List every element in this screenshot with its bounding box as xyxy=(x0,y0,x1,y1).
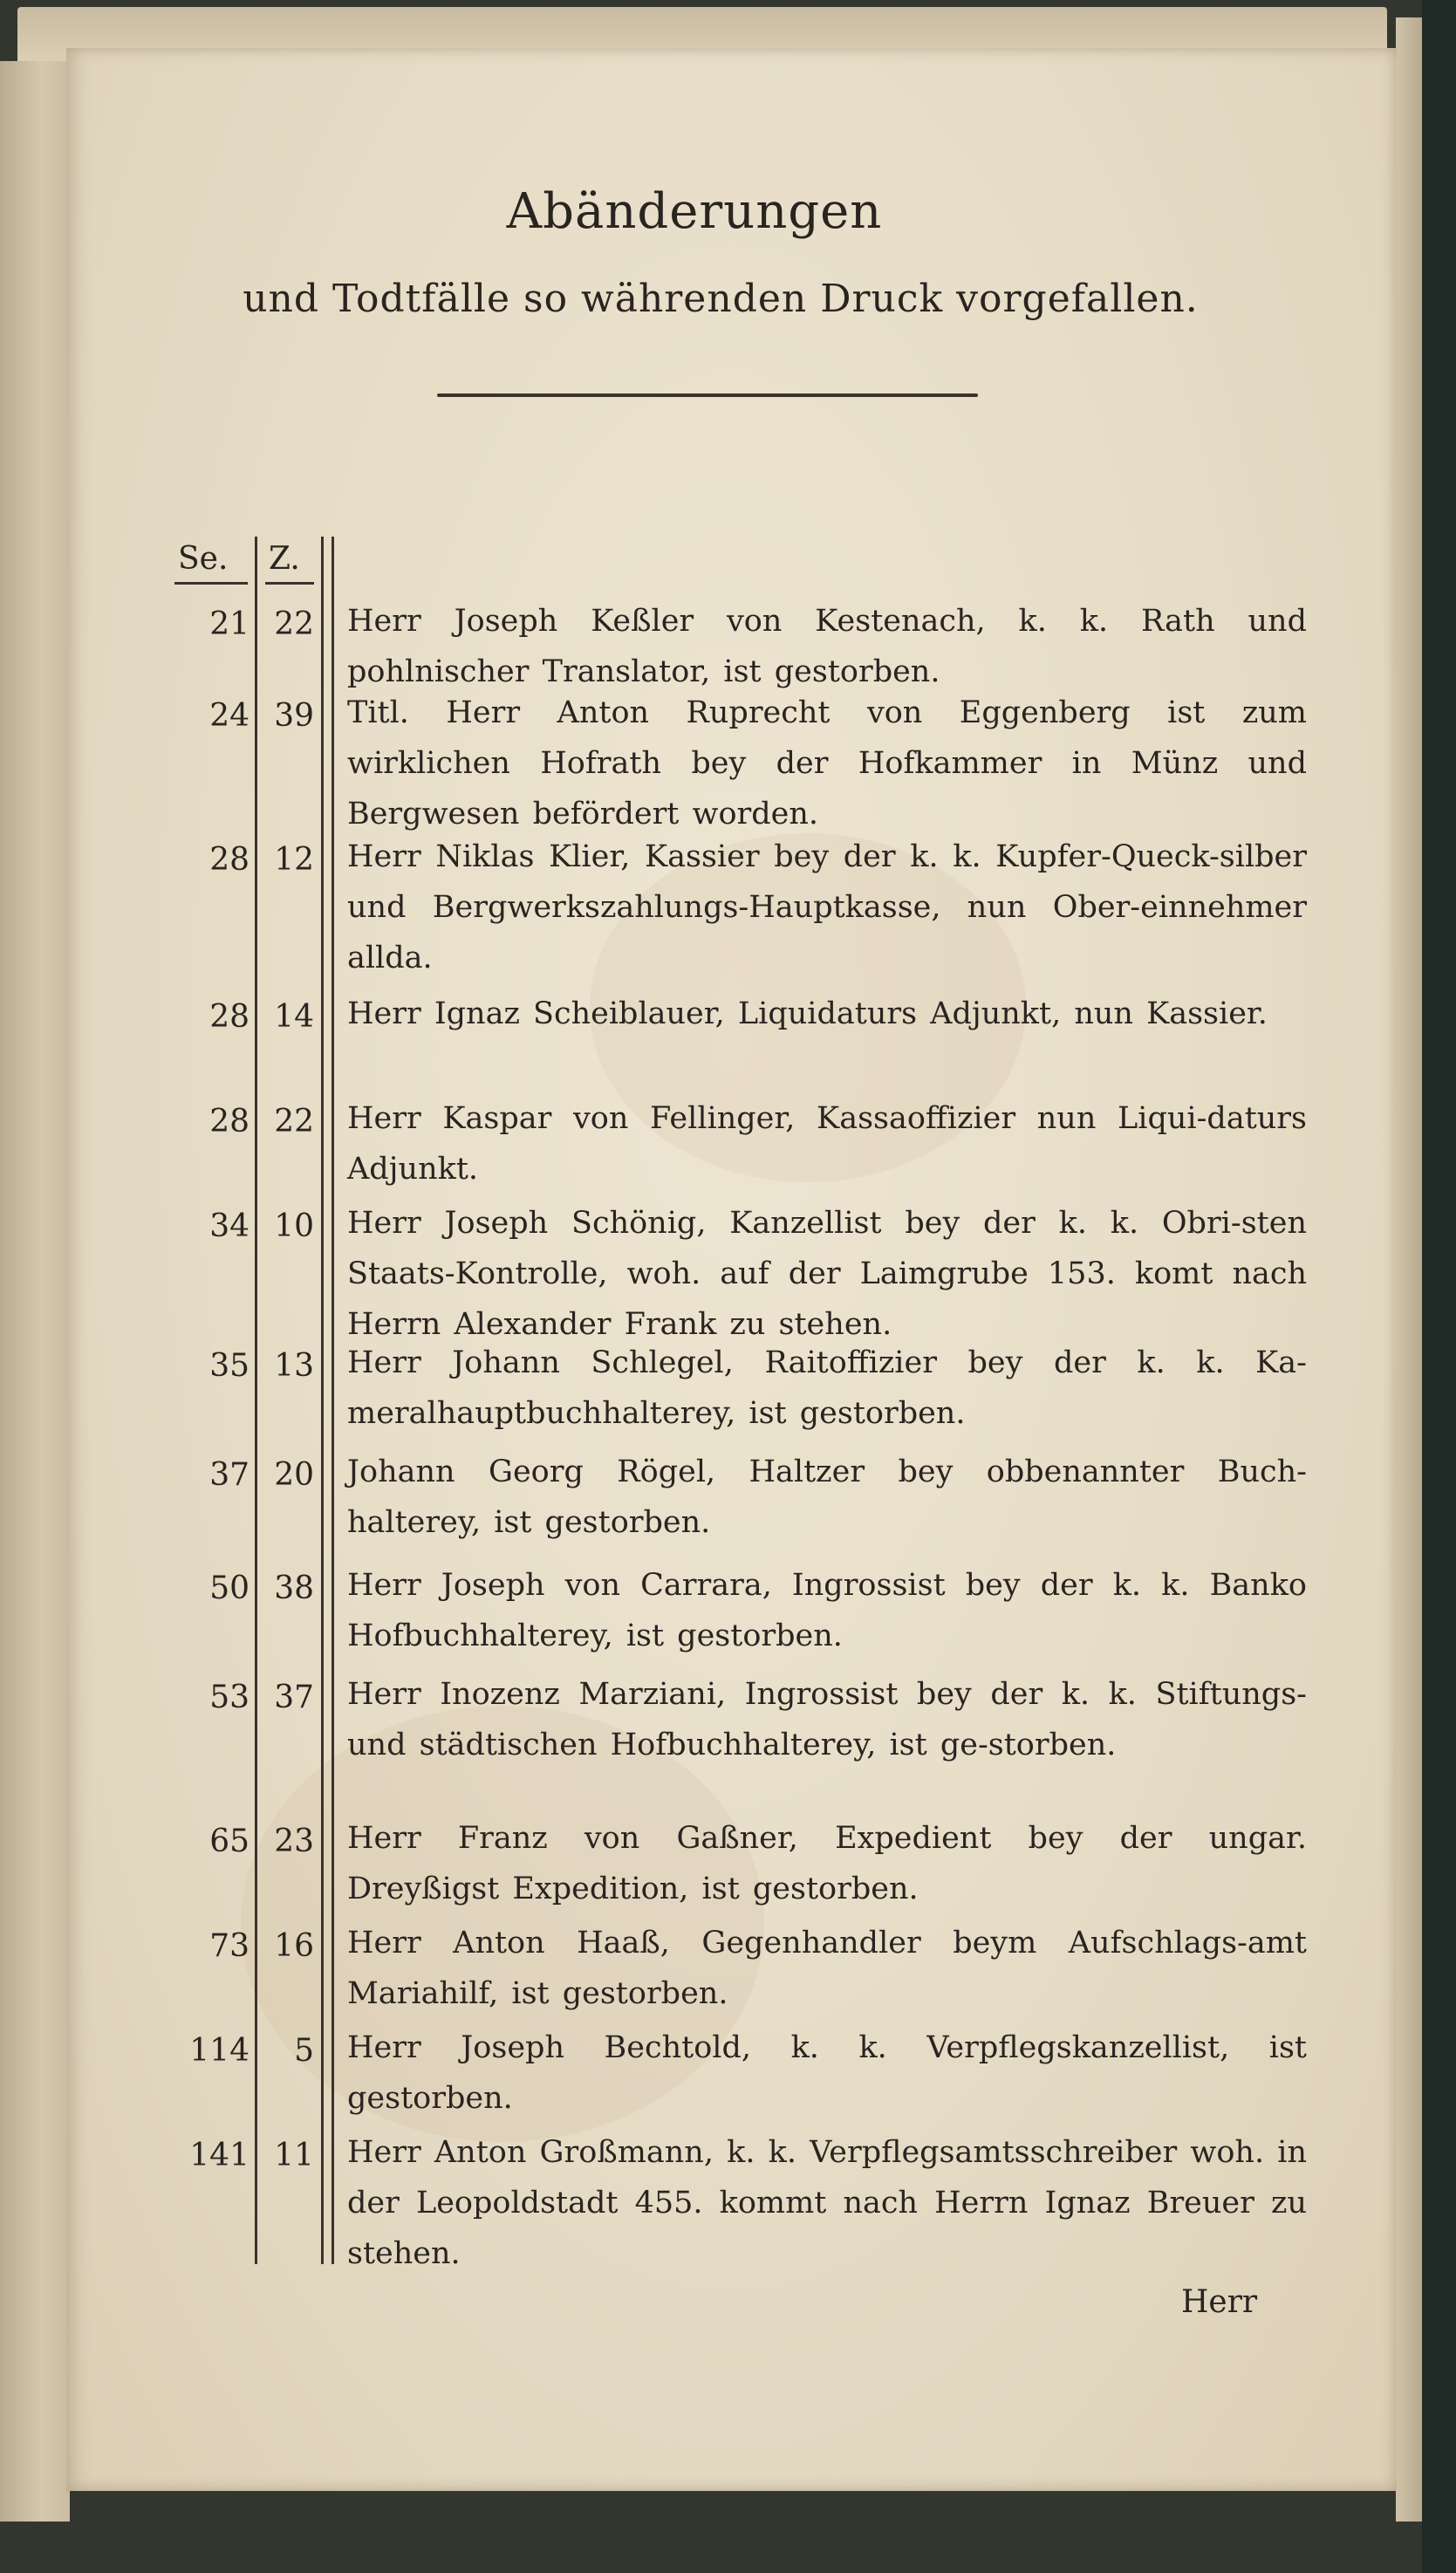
entry-text: Johann Georg Rögel, Haltzer bey obbenannter Buch-halterey, ist gestorben. xyxy=(347,1454,1307,1540)
entry-seite: 28 xyxy=(209,999,250,1035)
entry-text: Herr Anton Haaß, Gegenhandler beym Aufschlags-amt Mariahilf, ist gestorben. xyxy=(347,1926,1307,2011)
page-subtitle: und Todtfälle so währenden Druck vorgefallen. xyxy=(243,277,1199,321)
entry-seite: 37 xyxy=(209,1457,250,1493)
header-underline xyxy=(174,582,248,585)
entry-seite: 24 xyxy=(209,698,250,734)
entry-zeile: 13 xyxy=(274,1348,314,1384)
page-title: Abänderungen xyxy=(506,183,883,240)
column-divider xyxy=(255,537,257,2264)
title-rule xyxy=(437,393,978,397)
entry-seite: 28 xyxy=(209,842,250,878)
header-underline xyxy=(265,582,314,585)
entry-text: Herr Niklas Klier, Kassier bey der k. k. Kupfer-Queck-silber und Bergwerkszahlungs-Hauptkasse, nun Ober-einnehmer allda. xyxy=(347,839,1307,975)
entry-seite: 114 xyxy=(189,2033,250,2069)
entry-zeile: 5 xyxy=(294,2033,314,2069)
entry-zeile: 12 xyxy=(274,842,314,878)
entry-text: Herr Joseph Keßler von Kestenach, k. k. Rath und pohlnischer Translator, ist gestorben. xyxy=(347,604,1307,689)
entry-zeile: 16 xyxy=(274,1928,314,1964)
entry-zeile: 11 xyxy=(274,2138,314,2173)
entry-zeile: 38 xyxy=(274,1570,314,1606)
entry-text: Herr Johann Schlegel, Raitoffizier bey der k. k. Ka-meralhauptbuchhalterey, ist gestorben. xyxy=(347,1345,1307,1431)
facing-page-edge xyxy=(0,61,70,2522)
entry-zeile: 22 xyxy=(274,606,314,642)
column-header-seite: Se. xyxy=(178,541,229,577)
entry-seite: 73 xyxy=(209,1928,250,1964)
entry-seite: 141 xyxy=(189,2138,250,2173)
entry-zeile: 39 xyxy=(274,698,314,734)
entry-seite: 21 xyxy=(209,606,250,642)
entry-text: Herr Joseph Bechtold, k. k. Verpflegskanzellist, ist gestorben. xyxy=(347,2030,1307,2116)
entry-seite: 65 xyxy=(209,1824,250,1859)
entry-text: Herr Anton Großmann, k. k. Verpflegsamtsschreiber woh. in der Leopoldstadt 455. kommt nach Herrn Ignaz Breuer zu stehen. xyxy=(347,2135,1307,2271)
entry-seite: 50 xyxy=(209,1570,250,1606)
entry-text: Herr Joseph Schönig, Kanzellist bey der k. k. Obri-sten Staats-Kontrolle, woh. auf der Laimgrube 153. komt nach Herrn Alexander Frank zu stehen. xyxy=(347,1206,1307,1342)
page-fore-edge xyxy=(1396,17,1422,2522)
entry-text: Herr Kaspar von Fellinger, Kassaoffizier nun Liqui-daturs Adjunkt. xyxy=(347,1101,1307,1187)
entry-seite: 35 xyxy=(209,1348,250,1384)
entry-seite: 34 xyxy=(209,1208,250,1244)
entry-zeile: 20 xyxy=(274,1457,314,1493)
entry-seite: 53 xyxy=(209,1680,250,1715)
entry-text: Herr Inozenz Marziani, Ingrossist bey der k. k. Stiftungs- und städtischen Hofbuchhalterey, ist ge-storben. xyxy=(347,1677,1307,1762)
entry-text: Herr Franz von Gaßner, Expedient bey der ungar. Dreyßigst Expedition, ist gestorben. xyxy=(347,1821,1307,1906)
book-cover xyxy=(1422,0,1456,2573)
column-divider xyxy=(321,537,324,2264)
catchword: Herr xyxy=(1181,2284,1258,2320)
entry-text: Herr Ignaz Scheiblauer, Liquidaturs Adjunkt, nun Kassier. xyxy=(347,996,1268,1031)
entry-zeile: 10 xyxy=(274,1208,314,1244)
entry-zeile: 23 xyxy=(274,1824,314,1859)
column-header-zeile: Z. xyxy=(269,541,300,577)
book-page xyxy=(66,48,1397,2491)
entry-zeile: 14 xyxy=(274,999,314,1035)
entry-text: Titl. Herr Anton Ruprecht von Eggenberg ist zum wirklichen Hofrath bey der Hofkammer in Münz und Bergwesen befördert worden. xyxy=(347,695,1307,831)
entry-text: Herr Joseph von Carrara, Ingrossist bey der k. k. Banko Hofbuchhalterey, ist gestorben. xyxy=(347,1568,1307,1653)
column-divider xyxy=(332,537,334,2264)
entry-zeile: 22 xyxy=(274,1104,314,1139)
entry-seite: 28 xyxy=(209,1104,250,1139)
entry-zeile: 37 xyxy=(274,1680,314,1715)
